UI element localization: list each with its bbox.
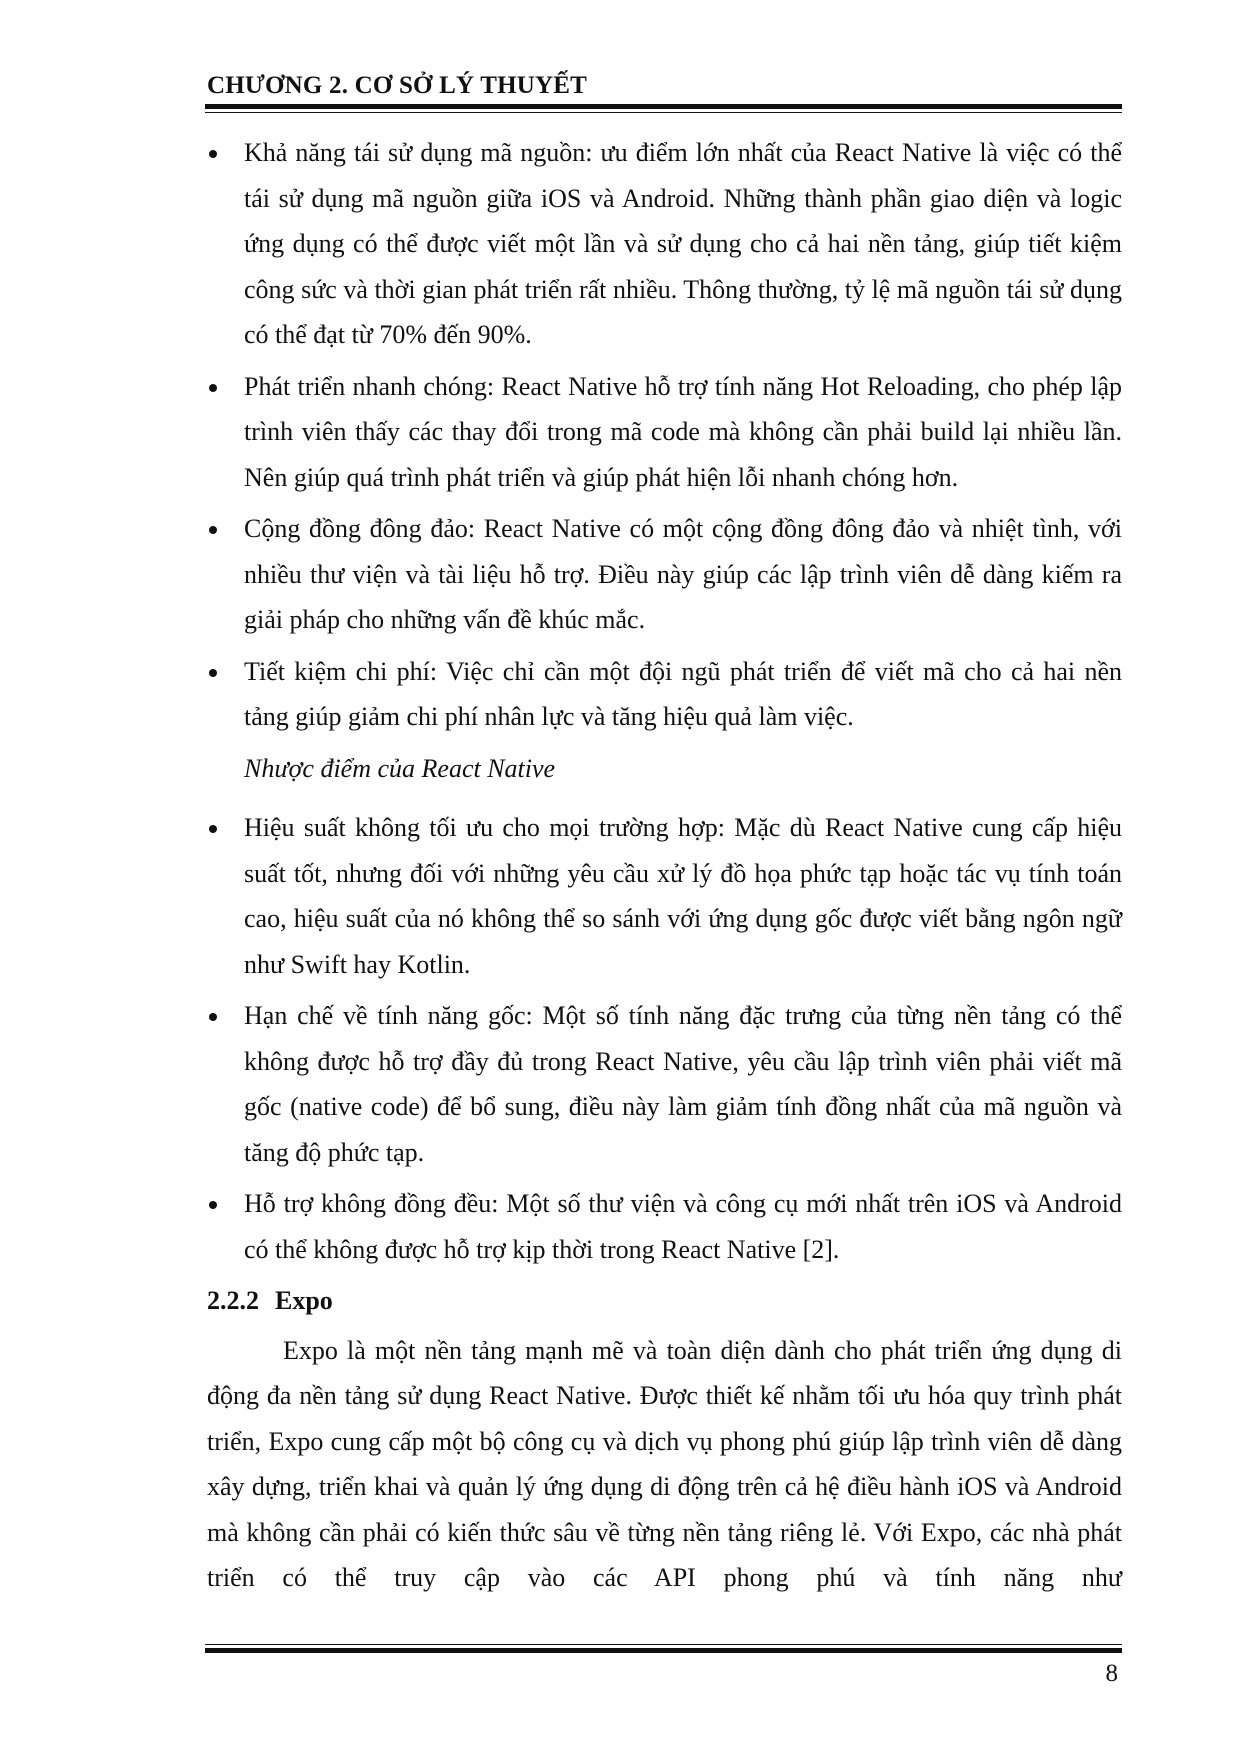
- section-paragraph: Expo là một nền tảng mạnh mẽ và toàn diện dành cho phát triển ứng dụng di động đa nền tảng sử dụng React Native. Được thiết kế nhằm tối ưu hóa quy trình phát triển, Expo cung cấp một bộ công cụ và dịch vụ phong phú giúp lập trình viên dễ dàng xây dựng, triển khai và quản lý ứng dụng di động trên cả hệ điều hành iOS và Android mà không cần phải có kiến thức sâu về từng nền tảng riêng lẻ. Với Expo, các nhà phát triển có thể truy cập vào các API phong phú và tính năng như: [207, 1335, 1122, 1592]
- list-item-text: Hỗ trợ không đồng đều: Một số thư viện và công cụ mới nhất trên iOS và Android có thể không được hỗ trợ kịp thời trong React Native [2].: [244, 1189, 1122, 1264]
- disadvantages-list: [207, 805, 1122, 1272]
- header-rule-thin: [205, 112, 1122, 113]
- footer-rule-thick: [205, 1648, 1122, 1653]
- section-number: 2.2.2: [207, 1286, 259, 1315]
- list-item-text: Hiệu suất không tối ưu cho mọi trường hợp: Mặc dù React Native cung cấp hiệu suất tốt, nhưng đối với những yêu cầu xử lý đồ họa phức tạp hoặc tác vụ tính toán cao, hiệu suất của nó không thể so sánh với ứng dụng gốc được viết bằng ngôn ngữ như Swift hay Kotlin.: [244, 813, 1122, 979]
- list-item: [207, 506, 1122, 643]
- list-item: [207, 1181, 1122, 1272]
- list-item: [207, 805, 1122, 987]
- bullet-icon: [209, 384, 217, 392]
- list-item-text: Hạn chế về tính năng gốc: Một số tính năng đặc trưng của từng nền tảng có thể không được hỗ trợ đầy đủ trong React Native, yêu cầu lập trình viên phải viết mã gốc (native code) để bổ sung, điều này làm giảm tính đồng nhất của mã nguồn và tăng độ phức tạp.: [244, 1001, 1122, 1167]
- list-item: [207, 364, 1122, 501]
- bullet-icon: [209, 1013, 217, 1021]
- bullet-icon: [209, 669, 217, 677]
- list-item-text: Phát triển nhanh chóng: React Native hỗ trợ tính năng Hot Reloading, cho phép lập trình viên thấy các thay đổi trong mã code mà không cần phải build lại nhiều lần. Nên giúp quá trình phát triển và giúp phát hiện lỗi nhanh chóng hơn.: [244, 371, 1122, 492]
- bullet-icon: [209, 150, 217, 158]
- section-heading: [207, 1278, 1122, 1324]
- list-item: [207, 993, 1122, 1175]
- list-item: [207, 649, 1122, 740]
- header-rule-thick: [205, 104, 1122, 109]
- advantages-list: [207, 130, 1122, 740]
- page-number: 8: [1105, 1660, 1118, 1687]
- footer-rule-thin: [205, 1644, 1122, 1645]
- bullet-icon: [209, 1201, 217, 1209]
- list-item-text: Khả năng tái sử dụng mã nguồn: ưu điểm lớn nhất của React Native là việc có thể tái sử dụng mã nguồn giữa iOS và Android. Những thành phần giao diện và logic ứng dụng có thể được viết một lần và sử dụng cho cả hai nền tảng, giúp tiết kiệm công sức và thời gian phát triển rất nhiều. Thông thường, tỷ lệ mã nguồn tái sử dụng có thể đạt từ 70% đến 90%.: [244, 138, 1122, 349]
- disadvantages-heading: Nhược điểm của React Native: [244, 753, 556, 783]
- chapter-title: CHƯƠNG 2. CƠ SỞ LÝ THUYẾT: [207, 72, 588, 99]
- list-item-text: Tiết kiệm chi phí: Việc chỉ cần một đội ngũ phát triển để viết mã cho cả hai nền tảng giúp giảm chi phí nhân lực và tăng hiệu quả làm việc.: [244, 656, 1122, 731]
- bullet-icon: [209, 526, 217, 534]
- bullet-icon: [209, 825, 217, 833]
- section-title: Expo: [275, 1286, 333, 1315]
- list-item: [207, 130, 1122, 358]
- page-content: [207, 130, 1122, 1601]
- list-item-text: Cộng đồng đông đảo: React Native có một cộng đồng đông đảo và nhiệt tình, với nhiều thư viện và tài liệu hỗ trợ. Điều này giúp các lập trình viên dễ dàng kiếm ra giải pháp cho những vấn đề khúc mắc.: [244, 514, 1122, 634]
